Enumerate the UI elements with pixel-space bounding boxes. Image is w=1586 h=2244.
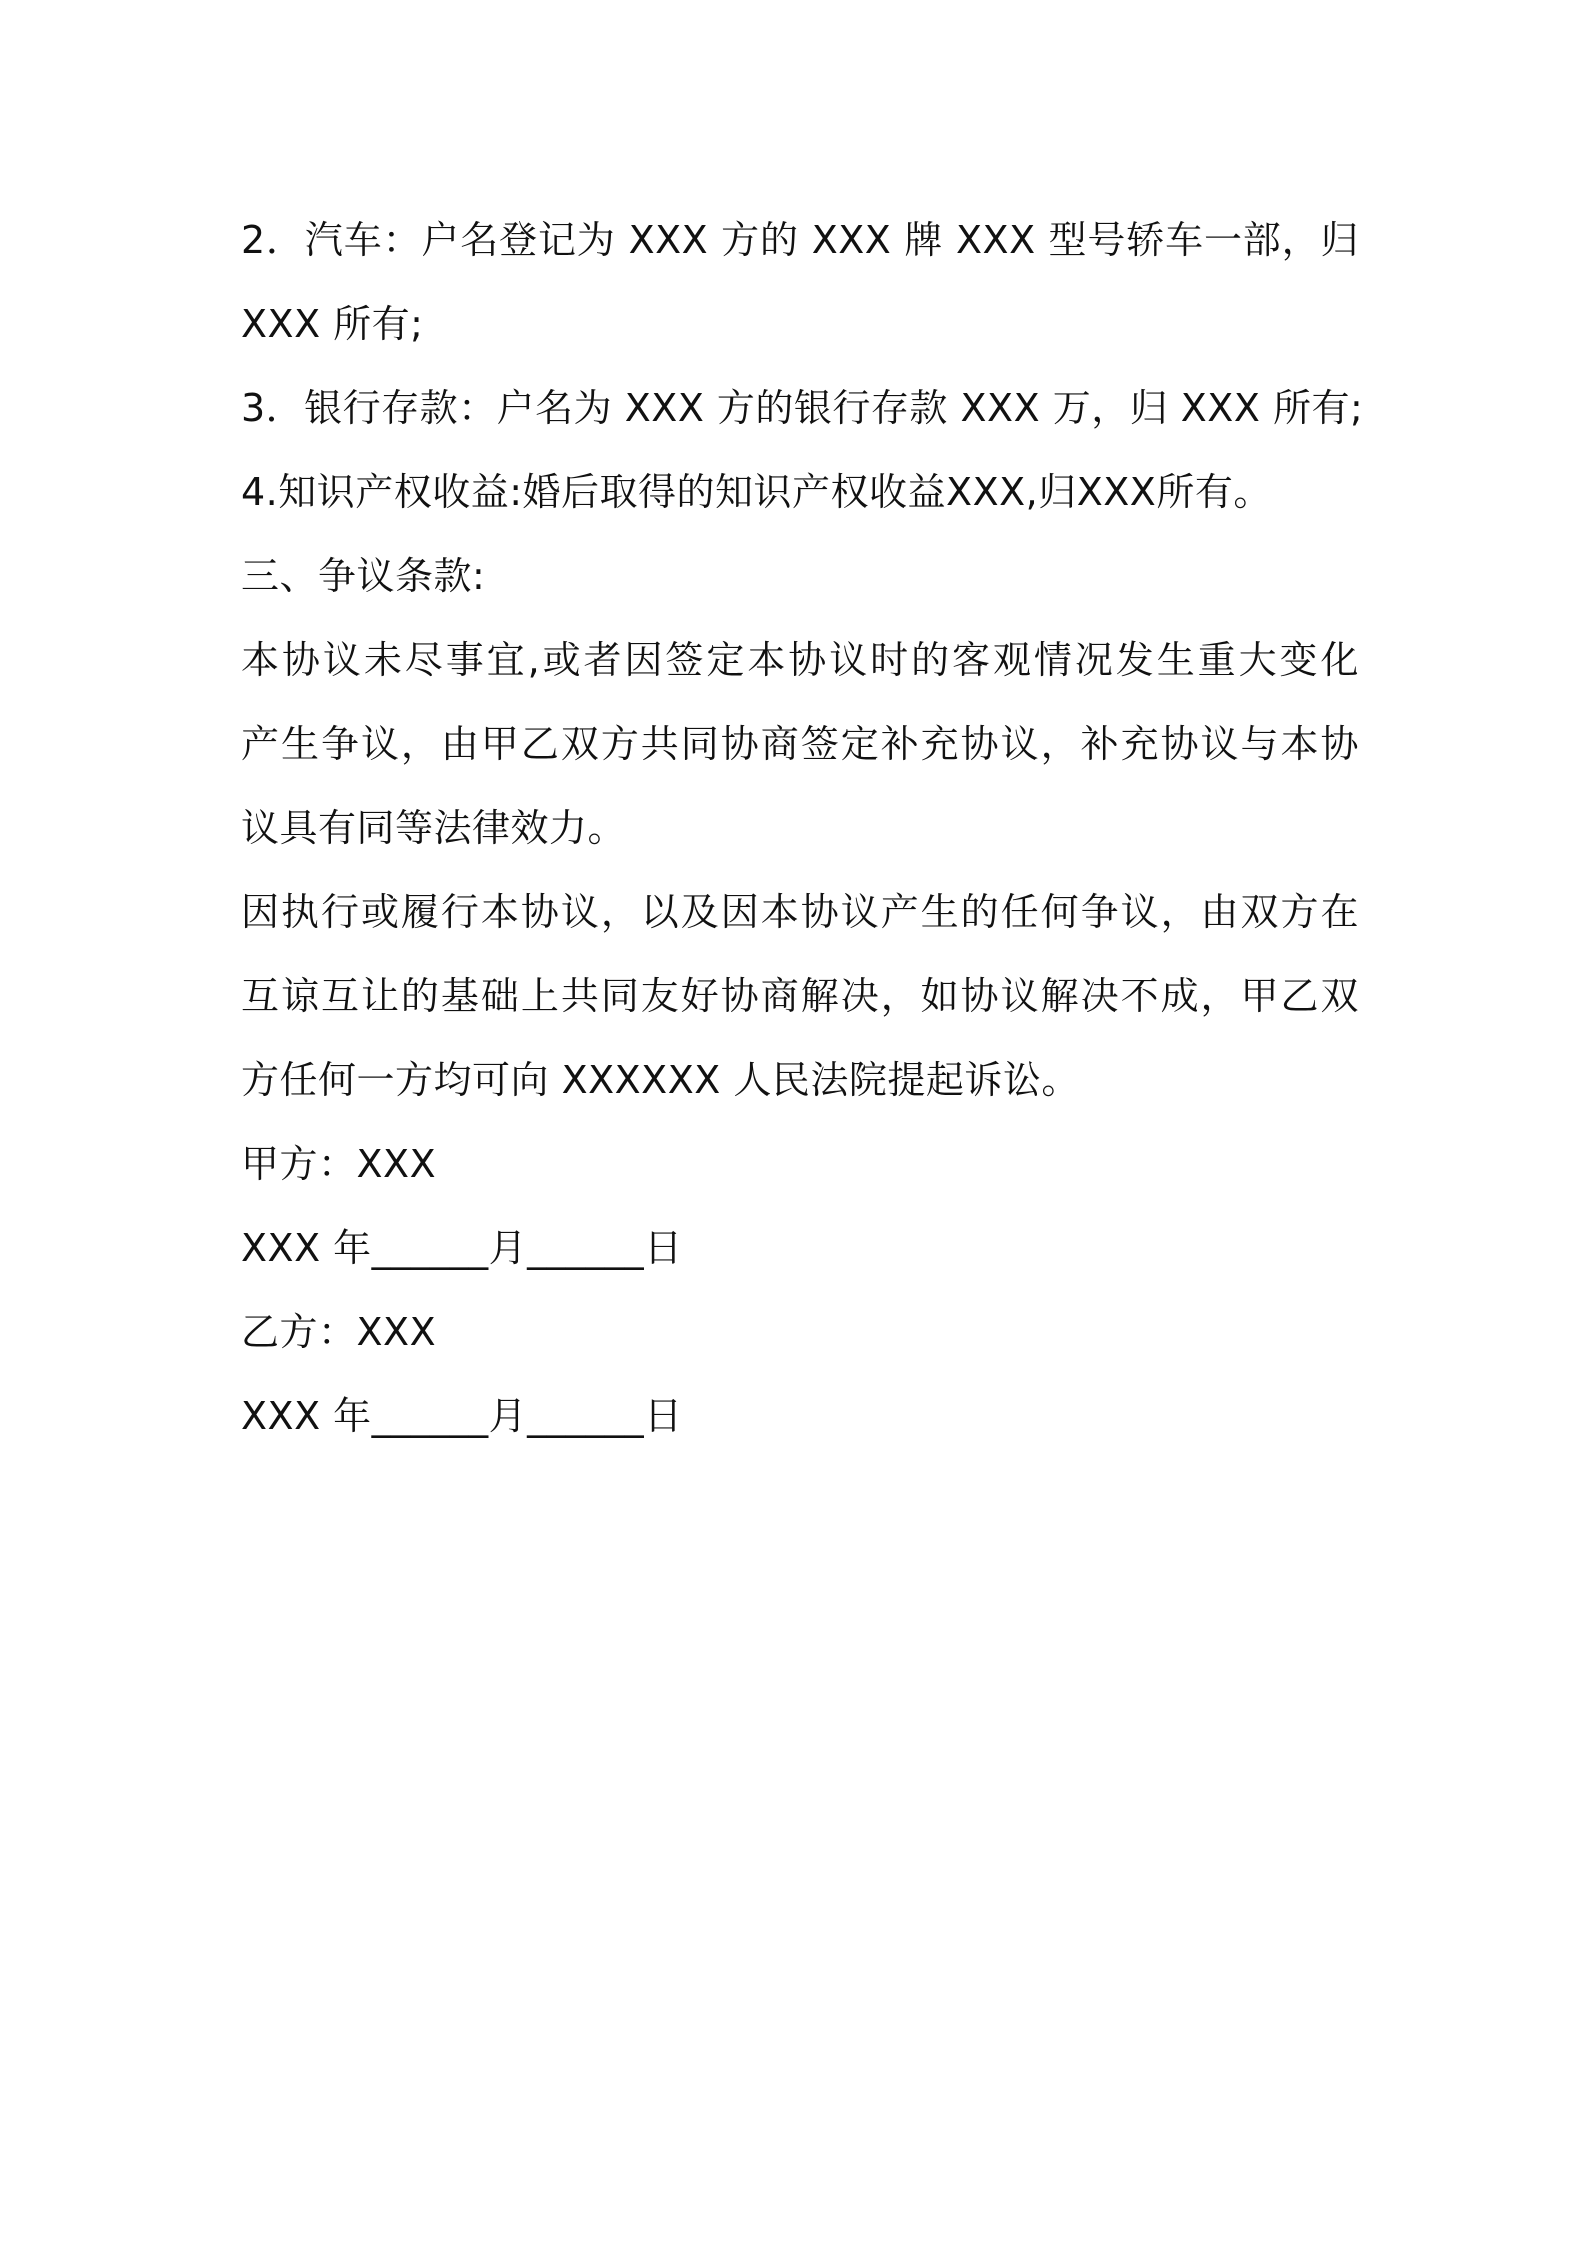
- clause-bank-deposit: 3．银行存款：户名为 XXX 方的银行存款 XXX 万，归 XXX 所有;: [241, 386, 1364, 430]
- party-b-signature: 乙方：XXX: [241, 1310, 437, 1354]
- party-a-date: XXX 年______月______日: [241, 1226, 683, 1270]
- clause-car-line-2: XXX 所有;: [241, 302, 424, 346]
- dispute-paragraph-2-line-3: 方任何一方均可向 XXXXXX 人民法院提起诉讼。: [241, 1058, 1080, 1102]
- section-heading-dispute: 三、争议条款:: [241, 554, 486, 598]
- party-a-signature: 甲方：XXX: [241, 1142, 437, 1186]
- dispute-paragraph-2-line-2: 互谅互让的基础上共同友好协商解决，如协议解决不成，甲乙双: [241, 974, 1359, 1018]
- party-b-date: XXX 年______月______日: [241, 1394, 683, 1438]
- dispute-paragraph-1-line-1: 本协议未尽事宜,或者因签定本协议时的客观情况发生重大变化: [241, 638, 1359, 682]
- dispute-paragraph-2-line-1: 因执行或履行本协议，以及因本协议产生的任何争议，由双方在: [241, 890, 1359, 934]
- dispute-paragraph-1-line-3: 议具有同等法律效力。: [241, 806, 627, 850]
- dispute-paragraph-1-line-2: 产生争议，由甲乙双方共同协商签定补充协议，补充协议与本协: [241, 722, 1359, 766]
- clause-ip-income: 4.知识产权收益:婚后取得的知识产权收益XXX,归XXX所有。: [241, 470, 1272, 514]
- document-body: [241, 198, 1364, 1458]
- clause-car-line-1: 2．汽车：户名登记为 XXX 方的 XXX 牌 XXX 型号轿车一部，归: [241, 218, 1359, 262]
